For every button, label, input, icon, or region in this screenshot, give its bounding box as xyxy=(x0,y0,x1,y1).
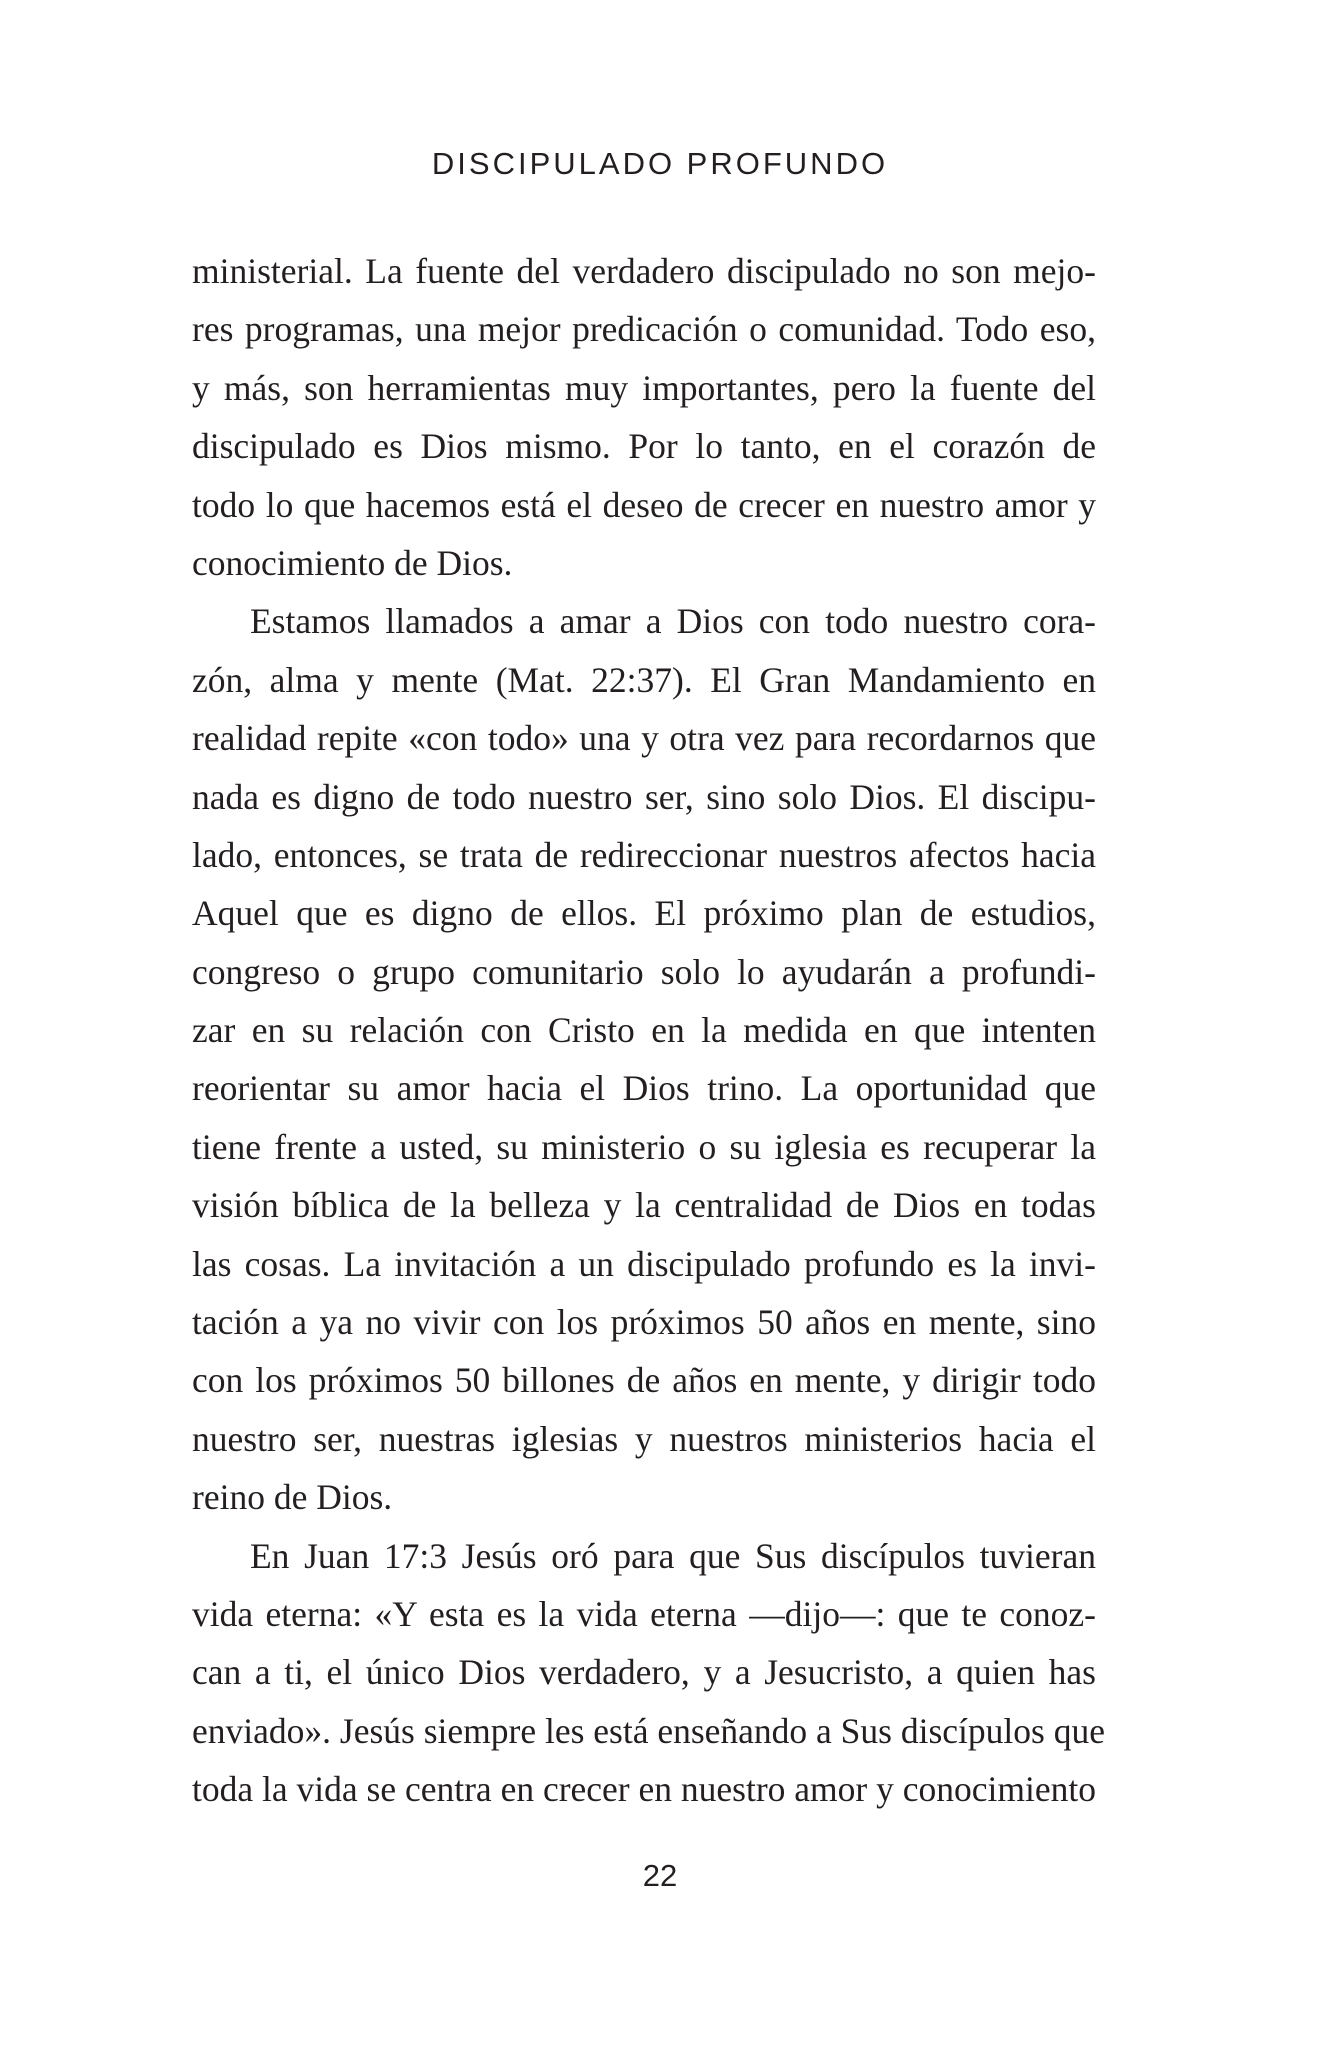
text-line: Estamos llamados a amar a Dios con todo nuestro cora- xyxy=(250,601,1096,642)
text-line: conocimiento de Dios. xyxy=(192,542,513,583)
text-line: reorientar su amor hacia el Dios trino. La oportunidad que xyxy=(192,1068,1096,1109)
text-line: y más, son herramientas muy importantes, pero la fuente del xyxy=(192,367,1096,408)
text-line: congreso o grupo comunitario solo lo ayudarán a profundi- xyxy=(192,951,1096,992)
text-line: lado, entonces, se trata de redireccionar nuestros afectos hacia xyxy=(192,834,1096,875)
text-line: realidad repite «con todo» una y otra vez para recordarnos que xyxy=(192,718,1096,759)
text-line: las cosas. La invitación a un discipulado profundo es la invi- xyxy=(192,1243,1096,1284)
page-number: 22 xyxy=(642,1858,678,1893)
body-text xyxy=(192,242,1105,1819)
text-line: enviado». Jesús siempre les está enseñando a Sus discípulos que xyxy=(192,1710,1105,1751)
text-line: zar en su relación con Cristo en la medida en que intenten xyxy=(192,1010,1096,1051)
text-line: nuestro ser, nuestras iglesias y nuestros ministerios hacia el xyxy=(192,1418,1096,1459)
text-line: tiene frente a usted, su ministerio o su iglesia es recuperar la xyxy=(192,1126,1096,1167)
text-line: ministerial. La fuente del verdadero discipulado no son mejo- xyxy=(192,251,1096,291)
text-line: reino de Dios. xyxy=(192,1477,393,1518)
text-line: discipulado es Dios mismo. Por lo tanto, en el corazón de xyxy=(192,426,1096,467)
text-line: todo lo que hacemos está el deseo de crecer en nuestro amor y xyxy=(192,484,1096,525)
text-line: zón, alma y mente (Mat. 22:37). El Gran Mandamiento en xyxy=(192,659,1096,700)
text-line: res programas, una mejor predicación o comunidad. Todo eso, xyxy=(192,309,1096,350)
text-line: vida eterna: «Y esta es la vida eterna —dijo—: que te conoz- xyxy=(192,1593,1096,1634)
text-line: toda la vida se centra en crecer en nuestro amor y conocimiento xyxy=(192,1769,1096,1810)
text-line: Aquel que es digno de ellos. El próximo plan de estudios, xyxy=(192,893,1096,934)
running-head: DISCIPULADO PROFUNDO xyxy=(431,146,889,181)
text-line: visión bíblica de la belleza y la centralidad de Dios en todas xyxy=(192,1185,1096,1226)
text-line: can a ti, el único Dios verdadero, y a Jesucristo, a quien has xyxy=(192,1652,1096,1693)
text-line: nada es digno de todo nuestro ser, sino solo Dios. El discipu- xyxy=(192,776,1096,817)
text-line: En Juan 17:3 Jesús oró para que Sus discípulos tuvieran xyxy=(250,1535,1096,1576)
text-line: tación a ya no vivir con los próximos 50 años en mente, sino xyxy=(192,1302,1096,1343)
text-line: con los próximos 50 billones de años en mente, y dirigir todo xyxy=(192,1360,1096,1401)
